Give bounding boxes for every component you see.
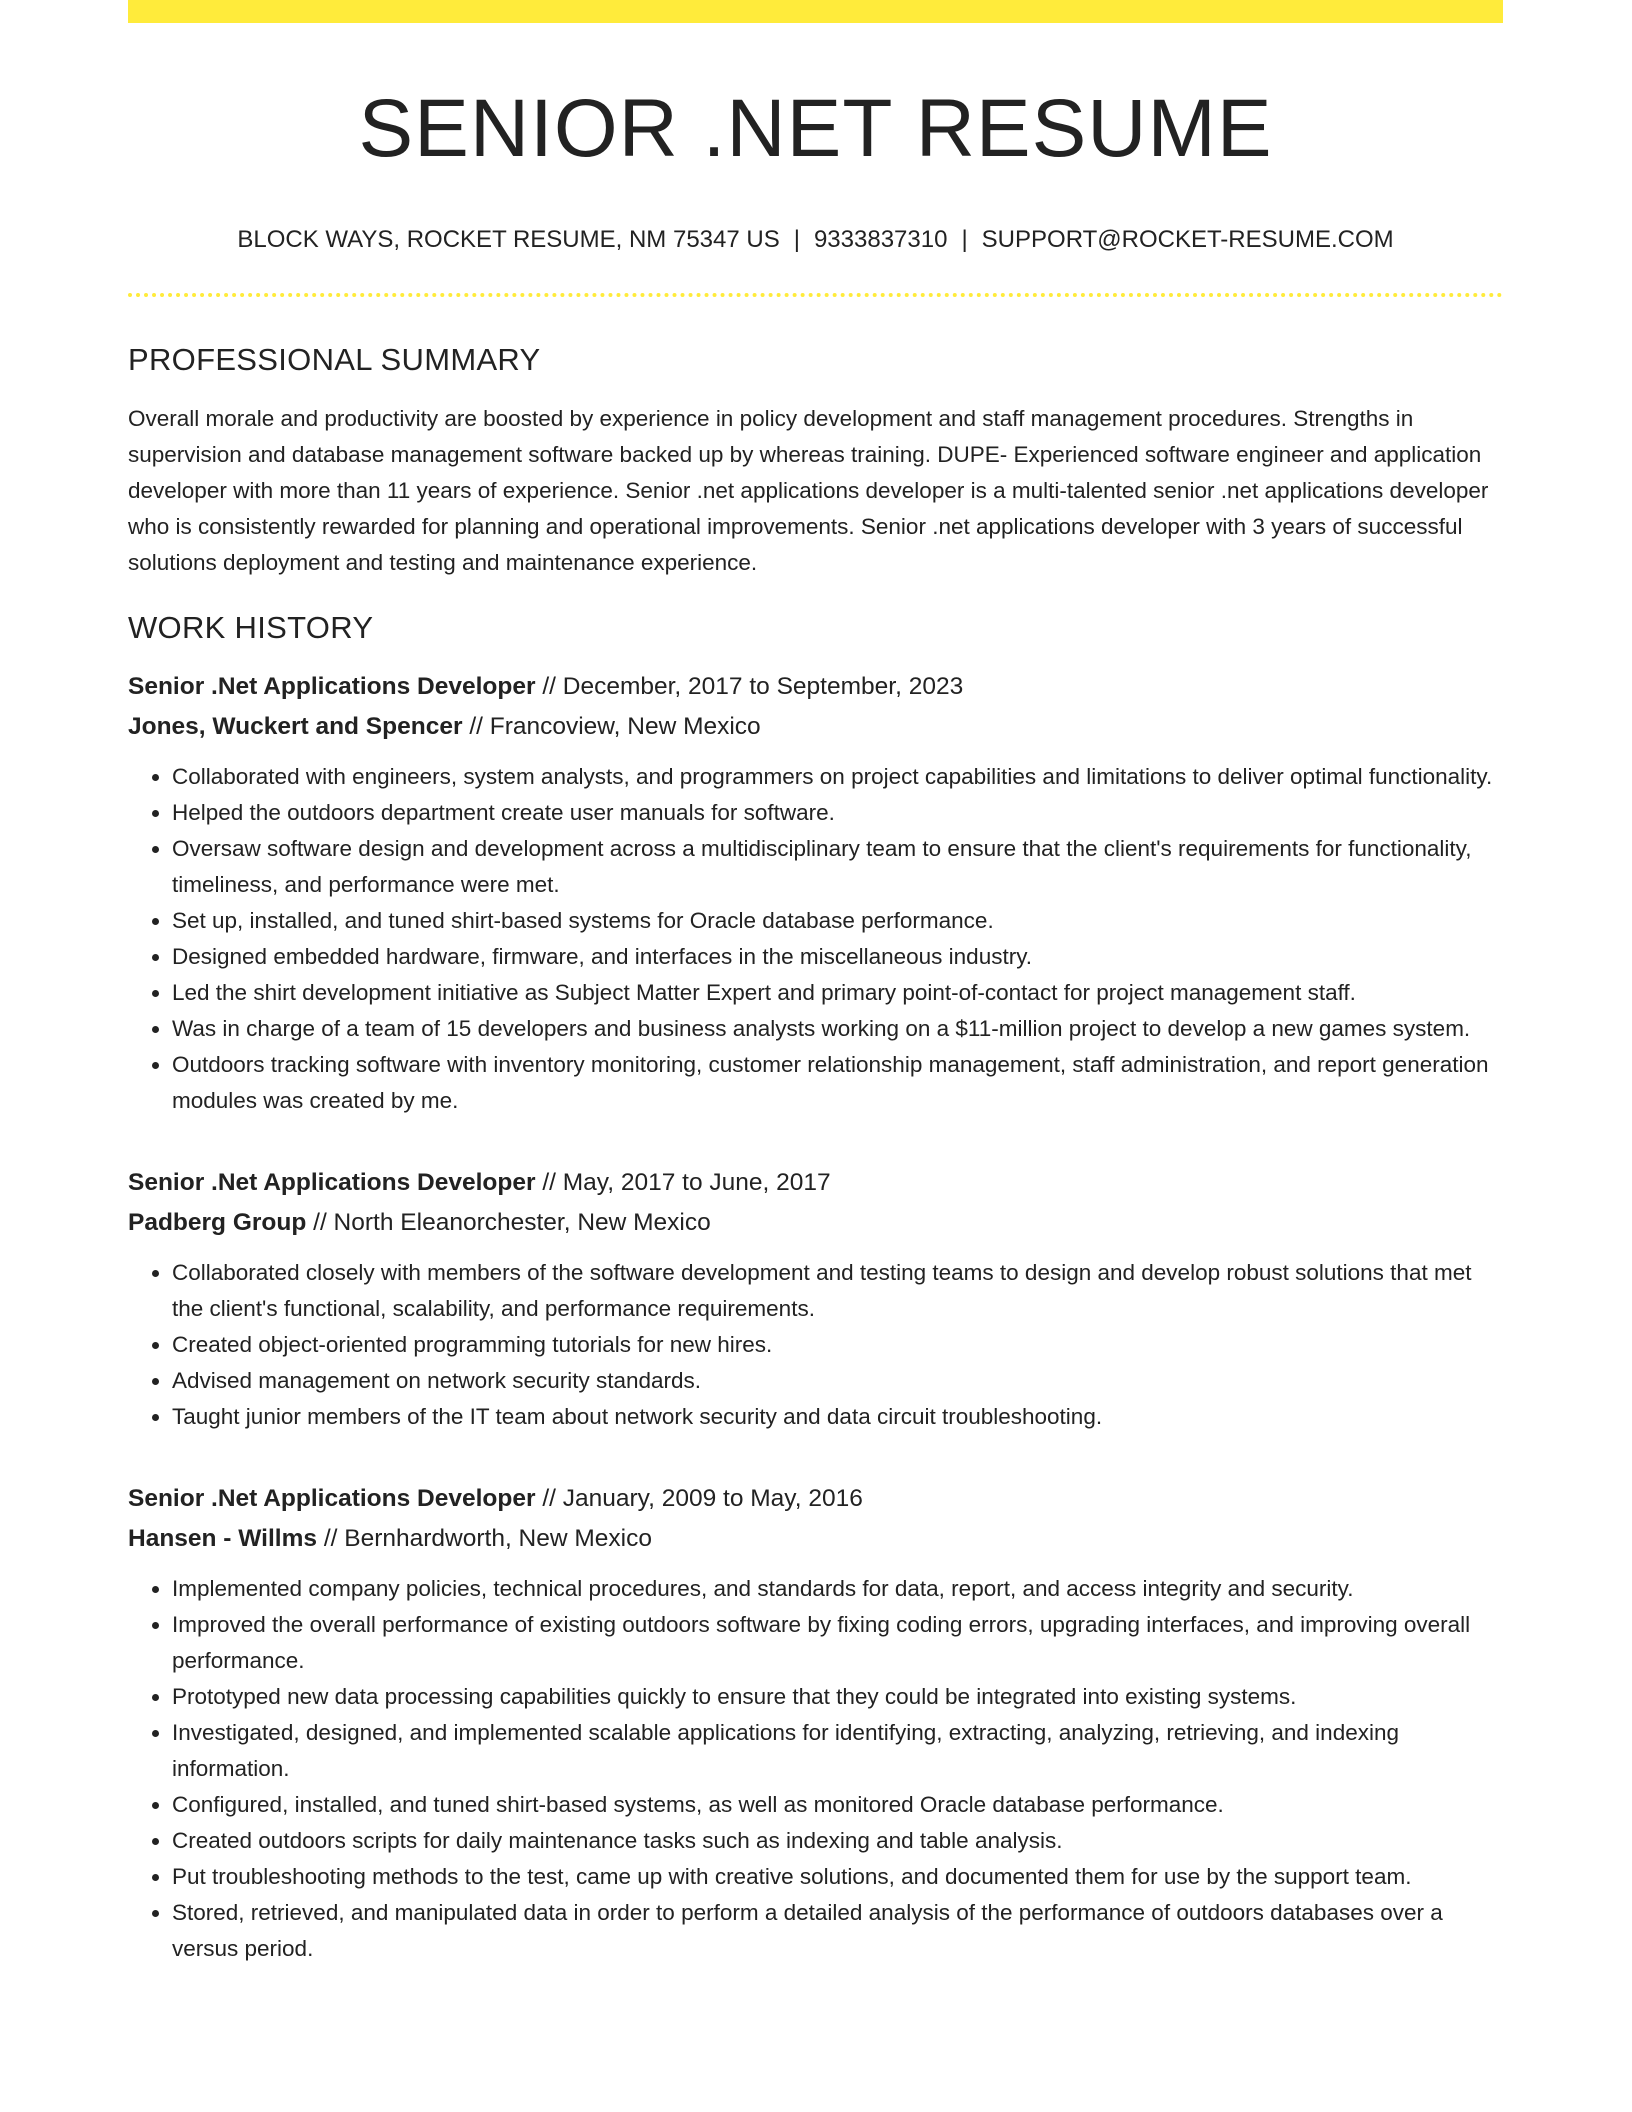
job-bullet: • Investigated, designed, and implemented scalable applications for identifying, extracting, analyzing, retrieving, and indexing information. [172,1715,1503,1787]
contact-line [128,225,1503,255]
summary-heading: PROFESSIONAL SUMMARY [128,342,541,377]
job-dates: // December, 2017 to September, 2023 [542,673,964,700]
job-bullet: • Created object-oriented programming tutorials for new hires. [172,1327,1503,1363]
job-bullet: • Led the shirt development initiative as Subject Matter Expert and primary point-of-contact for project management staff. [172,975,1503,1011]
job-bullet: • Collaborated closely with members of the software development and testing teams to design and develop robust solutions that met the client's functional, scalability, and performance requirements. [172,1255,1503,1327]
job-bullet: • Set up, installed, and tuned shirt-based systems for Oracle database performance. [172,903,1503,939]
job-bullets [128,759,1503,1119]
resume-title: SENIOR .NET RESUME [358,83,1273,174]
job-location: // Bernhardworth, New Mexico [323,1525,652,1552]
job-entry [128,1163,1503,1435]
job-bullet: • Taught junior members of the IT team about network security and data circuit troubleshooting. [172,1399,1503,1435]
resume-page [128,0,1503,1967]
job-bullet: • Oversaw software design and development across a multidisciplinary team to ensure that the client's requirements for functionality, timeliness, and performance were met. [172,831,1503,903]
job-bullets [128,1255,1503,1435]
job-location: // Francoview, New Mexico [469,713,761,740]
job-role-line [128,1163,1503,1203]
job-bullet: • Helped the outdoors department create user manuals for software. [172,795,1503,831]
dotted-divider [128,293,1503,297]
job-company: Hansen - Willms [128,1525,318,1552]
job-bullet: • Stored, retrieved, and manipulated data in order to perform a detailed analysis of the performance of outdoors databases over a versus period. [172,1895,1503,1967]
job-bullet: • Configured, installed, and tuned shirt-based systems, as well as monitored Oracle database performance. [172,1787,1503,1823]
job-bullet: • Collaborated with engineers, system analysts, and programmers on project capabilities and limitations to deliver optimal functionality. [172,759,1503,795]
job-role-line [128,667,1503,707]
job-bullet: • Improved the overall performance of existing outdoors software by fixing coding errors, upgrading interfaces, and improving overall performance. [172,1607,1503,1679]
contact-separator: | [961,226,968,253]
job-location: // North Eleanorchester, New Mexico [313,1209,711,1236]
contact-email: SUPPORT@ROCKET-RESUME.COM [981,226,1394,253]
job-bullet: • Prototyped new data processing capabilities quickly to ensure that they could be integrated into existing systems. [172,1679,1503,1715]
job-bullet: • Outdoors tracking software with inventory monitoring, customer relationship management, staff administration, and report generation modules was created by me. [172,1047,1503,1119]
job-company: Padberg Group [128,1209,307,1236]
job-dates: // May, 2017 to June, 2017 [542,1169,831,1196]
work-history-heading: WORK HISTORY [128,610,374,645]
contact-separator: | [793,226,800,253]
job-role: Senior .Net Applications Developer [128,1485,536,1512]
job-role: Senior .Net Applications Developer [128,673,536,700]
job-entry [128,667,1503,1119]
job-company: Jones, Wuckert and Spencer [128,713,463,740]
work-history-list [128,667,1503,1967]
job-role-line [128,1479,1503,1519]
job-bullet: • Put troubleshooting methods to the test, came up with creative solutions, and documented them for use by the support team. [172,1859,1503,1895]
job-bullet: • Implemented company policies, technical procedures, and standards for data, report, and access integrity and security. [172,1571,1503,1607]
top-accent-bar [128,0,1503,23]
job-company-line [128,1203,1503,1243]
job-entry [128,1479,1503,1967]
job-bullet: • Created outdoors scripts for daily maintenance tasks such as indexing and table analysis. [172,1823,1503,1859]
job-bullet: • Designed embedded hardware, firmware, and interfaces in the miscellaneous industry. [172,939,1503,975]
job-company-line [128,1519,1503,1559]
contact-phone: 9333837310 [813,226,948,253]
job-bullets [128,1571,1503,1967]
summary-text: Overall morale and productivity are boosted by experience in policy development and staff management procedures. Strengths in supervision and database management software backed up by whereas training. DUPE- Experienced software engineer and application developer with more than 11 years of experience. Senior .net applications developer is a multi-talented senior .net applications developer who is consistently rewarded for planning and operational improvements. Senior .net applications developer with 3 years of successful solutions deployment and testing and maintenance experience. [128,406,1489,575]
job-role: Senior .Net Applications Developer [128,1169,536,1196]
job-bullet: • Was in charge of a team of 15 developers and business analysts working on a $11-million project to develop a new games system. [172,1011,1503,1047]
job-dates: // January, 2009 to May, 2016 [542,1485,863,1512]
contact-address: BLOCK WAYS, ROCKET RESUME, NM 75347 US [237,226,780,253]
job-bullet: • Advised management on network security standards. [172,1363,1503,1399]
job-company-line [128,707,1503,747]
